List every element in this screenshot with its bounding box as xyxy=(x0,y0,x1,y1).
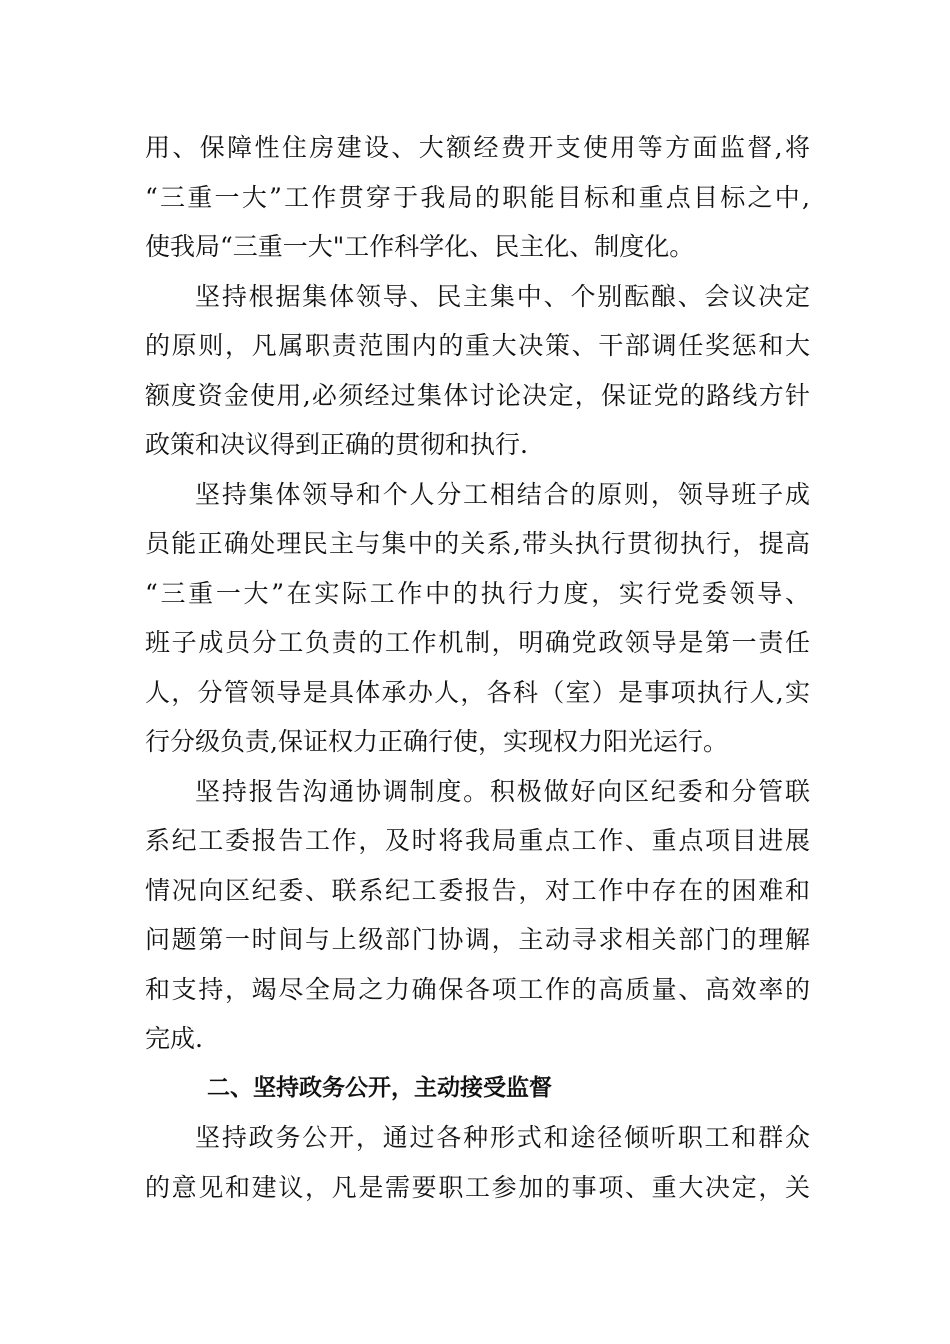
text-line: 的意见和建议，凡是需要职工参加的事项、重大决定，关 xyxy=(145,1172,810,1202)
paragraph-5 xyxy=(145,1113,810,1212)
text-line: 坚持报告沟通协调制度。积极做好向区纪委和分管联 xyxy=(195,776,810,806)
text-line: 的原则，凡属职责范围内的重大决策、干部调任奖惩和大 xyxy=(145,331,810,360)
text-line: 系纪工委报告工作，及时将我局重点工作、重点项目进展 xyxy=(145,826,810,855)
text-line: 情况向区纪委、联系纪工委报告，对工作中存在的困难和 xyxy=(145,875,810,905)
text-line: “三重一大”工作贯穿于我局的职能目标和重点目标之中, xyxy=(145,182,810,212)
text-line: 坚持政务公开，通过各种形式和途径倾听职工和群众 xyxy=(195,1123,810,1152)
section-heading: 二、坚持政务公开，主动接受监督 xyxy=(207,1074,552,1101)
text-line: 使我局“三重一大"工作科学化、民主化、制度化。 xyxy=(145,232,695,261)
text-line: 坚持根据集体领导、民主集中、个别酝酿、会议决定 xyxy=(195,281,810,311)
document-body xyxy=(145,123,810,1212)
text-line: 行分级负责,保证权力正确行使，实现权力阳光运行。 xyxy=(145,727,728,756)
text-line: 坚持集体领导和个人分工相结合的原则，领导班子成 xyxy=(195,479,810,509)
text-line: 用、保障性住房建设、大额经费开支使用等方面监督,将 xyxy=(145,133,810,162)
text-line: “三重一大”在实际工作中的执行力度，实行党委领导、 xyxy=(145,578,810,608)
paragraph-1 xyxy=(145,123,810,272)
text-line: 额度资金使用,必须经过集体讨论决定，保证党的路线方针 xyxy=(145,380,810,410)
paragraph-4 xyxy=(145,767,810,1064)
text-line: 完成. xyxy=(145,1024,203,1053)
text-line: 问题第一时间与上级部门协调，主动寻求相关部门的理解 xyxy=(145,925,810,954)
text-line: 人，分管领导是具体承办人，各科（室）是事项执行人,实 xyxy=(145,677,810,707)
text-line: 和支持，竭尽全局之力确保各项工作的高质量、高效率的 xyxy=(145,974,810,1004)
paragraph-2 xyxy=(145,272,810,470)
text-line: 班子成员分工负责的工作机制，明确党政领导是第一责任 xyxy=(145,628,810,657)
paragraph-3 xyxy=(145,470,810,767)
text-line: 员能正确处理民主与集中的关系,带头执行贯彻执行，提高 xyxy=(145,529,810,558)
text-line: 政策和决议得到正确的贯彻和执行. xyxy=(145,430,528,459)
